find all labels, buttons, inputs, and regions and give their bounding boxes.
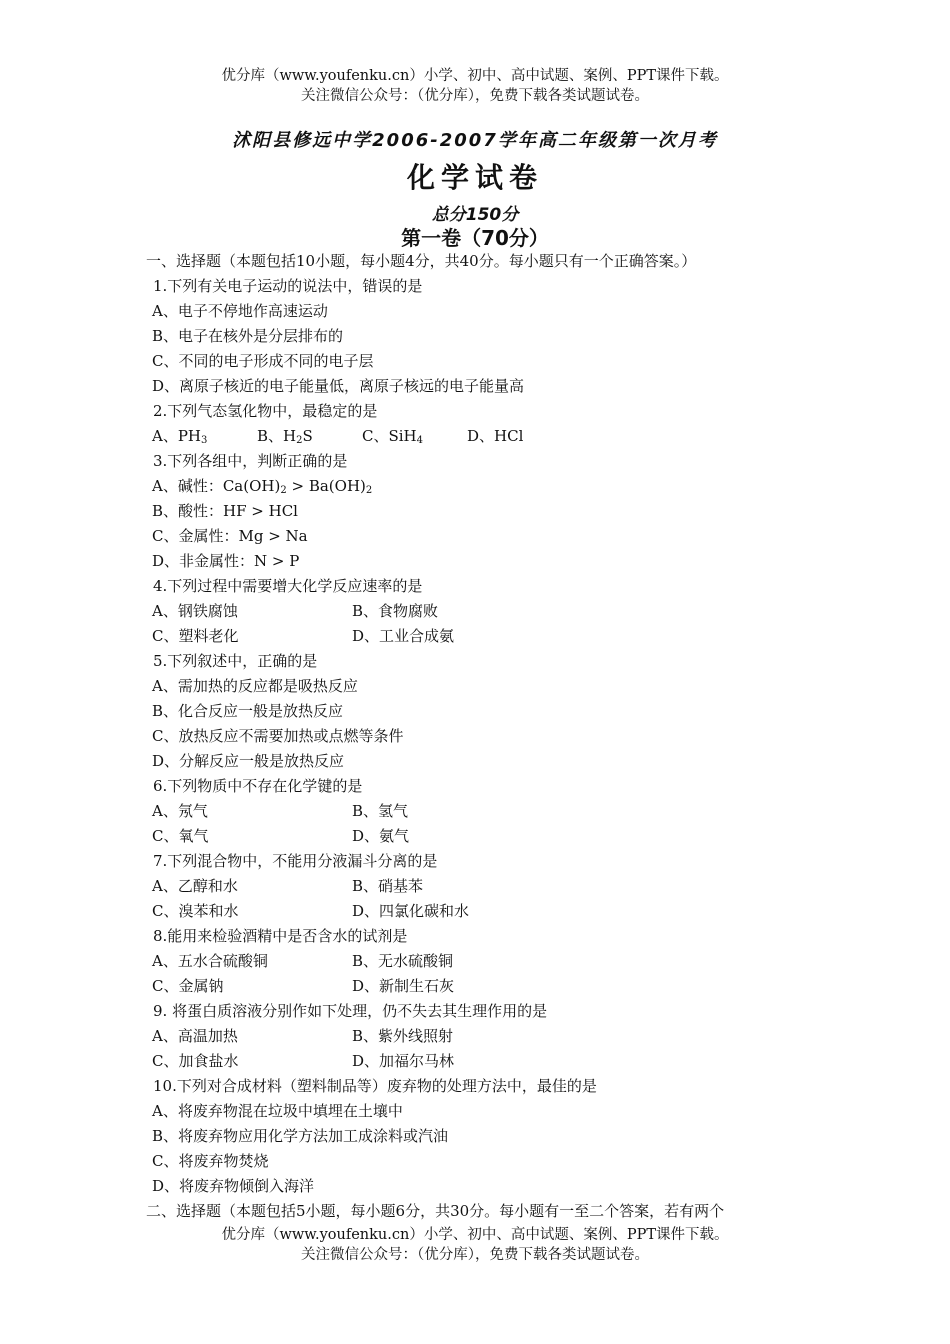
question-4-option-d: D、工业合成氨 xyxy=(352,627,455,645)
question-6-options-cd xyxy=(140,824,840,849)
question-2-option-a: A、$PH_3$ xyxy=(152,427,208,446)
question-3-option-a: A、碱性：$Ca(OH)_2 > Ba(OH)_2$ xyxy=(152,477,373,496)
question-9-option-a: A、高温加热 xyxy=(152,1027,238,1045)
question-5-stem: 5.下列叙述中，正确的是 xyxy=(153,652,318,670)
question-5-option-a: A、需加热的反应都是吸热反应 xyxy=(152,677,358,695)
question-9-option-c: C、加食盐水 xyxy=(152,1052,239,1070)
question-4-options-ab xyxy=(140,599,840,624)
question-5-option-c: C、放热反应不需要加热或点燃等条件 xyxy=(152,727,404,745)
question-8-option-b: B、无水硫酸铜 xyxy=(352,952,454,970)
question-6-option-c: C、氧气 xyxy=(152,827,209,845)
question-10-stem: 10.下列对合成材料（塑料制品等）废弃物的处理方法中，最佳的是 xyxy=(153,1077,597,1095)
question-3-option-b: B、酸性：HF > HCl xyxy=(152,502,298,520)
question-8-option-d: D、新制生石灰 xyxy=(352,977,455,995)
question-3-stem: 3.下列各组中，判断正确的是 xyxy=(153,452,348,470)
question-7-option-d: D、四氯化碳和水 xyxy=(352,902,470,920)
question-3-option-c: C、金属性：Mg > Na xyxy=(152,527,308,545)
part-title: 第一卷（70分） xyxy=(401,226,549,250)
question-7-option-a: A、乙醇和水 xyxy=(152,877,238,895)
question-6-options-ab xyxy=(140,799,840,824)
question-10-option-b: B、将废弃物应用化学方法加工成涂料或汽油 xyxy=(152,1127,449,1145)
question-8-stem: 8.能用来检验酒精中是否含水的试剂是 xyxy=(153,927,408,945)
section-1-heading: 一、选择题（本题包括10小题，每小题4分，共40分。每小题只有一个正确答案。） xyxy=(146,252,697,270)
header-line-2: 关注微信公众号：（优分库），免费下载各类试题试卷。 xyxy=(301,88,649,104)
question-1-option-a: A、电子不停地作高速运动 xyxy=(152,302,328,320)
question-1-option-d: D、离原子核近的电子能量低，离原子核远的电子能量高 xyxy=(152,377,525,395)
question-4-stem: 4.下列过程中需要增大化学反应速率的是 xyxy=(153,577,423,595)
total-score: 总分150分 xyxy=(431,205,519,225)
subject-title: 化学试卷 xyxy=(406,161,543,194)
footer-line-1: 优分库（www.youfenku.cn）小学、初中、高中试题、案例、PPT课件下载。 xyxy=(221,1227,729,1243)
question-9-options-ab xyxy=(140,1024,840,1049)
question-7-options-ab xyxy=(140,874,840,899)
question-4-option-b: B、食物腐败 xyxy=(352,602,439,620)
question-4-option-c: C、塑料老化 xyxy=(152,627,239,645)
question-2-option-c: C、SiH$_4$ xyxy=(362,427,424,446)
question-10-option-d: D、将废弃物倾倒入海洋 xyxy=(152,1177,315,1195)
question-3-option-d: D、非金属性：N > P xyxy=(152,552,300,570)
question-6-stem: 6.下列物质中不存在化学键的是 xyxy=(153,777,363,795)
question-2-stem: 2.下列气态氢化物中，最稳定的是 xyxy=(153,402,378,420)
question-2-options xyxy=(140,424,840,449)
question-2-option-b: B、$H_2S$ xyxy=(257,427,313,446)
question-9-options-cd xyxy=(140,1049,840,1074)
question-1-option-c: C、不同的电子形成不同的电子层 xyxy=(152,352,374,370)
question-2-option-d: D、HCl xyxy=(467,427,524,445)
header-line-1: 优分库（www.youfenku.cn）小学、初中、高中试题、案例、PPT课件下载。 xyxy=(221,68,729,84)
question-10-option-c: C、将废弃物焚烧 xyxy=(152,1152,269,1170)
question-4-option-a: A、钢铁腐蚀 xyxy=(152,602,238,620)
question-1-option-b: B、电子在核外是分层排布的 xyxy=(152,327,344,345)
question-6-option-b: B、氢气 xyxy=(352,802,409,820)
question-7-option-b: B、硝基苯 xyxy=(352,877,424,895)
question-7-options-cd xyxy=(140,899,840,924)
question-8-options-ab xyxy=(140,949,840,974)
question-9-option-b: B、紫外线照射 xyxy=(352,1027,454,1045)
section-2-heading: 二、选择题（本题包括5小题，每小题6分，共30分。每小题有一至二个答案，若有两个 xyxy=(146,1202,725,1220)
question-8-option-c: C、金属钠 xyxy=(152,977,224,995)
question-9-option-d: D、加福尔马林 xyxy=(352,1052,455,1070)
question-6-option-a: A、氖气 xyxy=(152,802,208,820)
question-5-option-b: B、化合反应一般是放热反应 xyxy=(152,702,344,720)
question-7-stem: 7.下列混合物中，不能用分液漏斗分离的是 xyxy=(153,852,438,870)
school-title: 沭阳县修远中学2006-2007学年高二年级第一次月考 xyxy=(232,130,718,151)
question-10-option-a: A、将废弃物混在垃圾中填埋在土壤中 xyxy=(152,1102,403,1120)
question-body xyxy=(140,249,840,1224)
question-9-stem: 9. 将蛋白质溶液分别作如下处理，仍不失去其生理作用的是 xyxy=(153,1002,548,1020)
question-6-option-d: D、氨气 xyxy=(352,827,410,845)
question-8-options-cd xyxy=(140,974,840,999)
question-4-options-cd xyxy=(140,624,840,649)
question-1-stem: 1.下列有关电子运动的说法中，错误的是 xyxy=(153,277,423,295)
question-7-option-c: C、溴苯和水 xyxy=(152,902,239,920)
footer-line-2: 关注微信公众号：（优分库），免费下载各类试题试卷。 xyxy=(301,1247,649,1263)
question-5-option-d: D、分解反应一般是放热反应 xyxy=(152,752,345,770)
question-8-option-a: A、五水合硫酸铜 xyxy=(152,952,268,970)
